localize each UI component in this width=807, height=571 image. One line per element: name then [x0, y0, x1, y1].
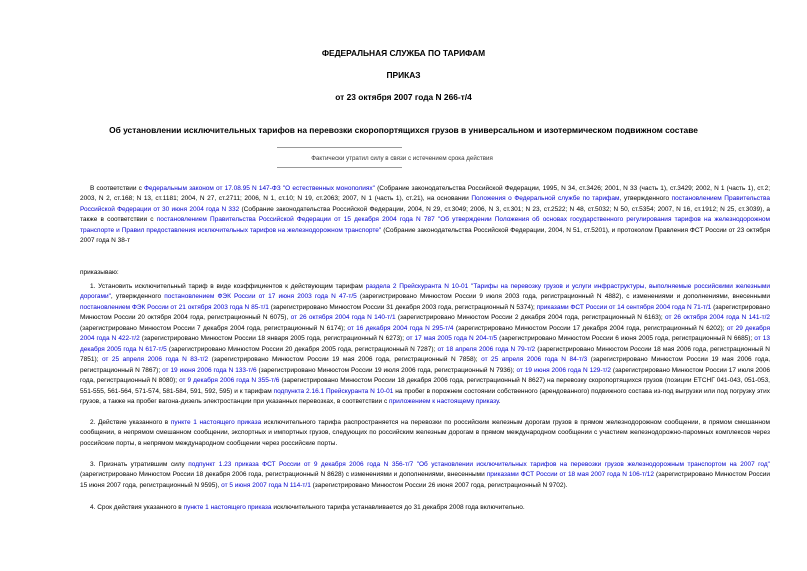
intro-text: (Собрание законодательства Российской Федерации, 2004, N 29, ст.3049; 2006, N 3, ст.301; N 23, ст.2522; N 48, ст.5032; N 50, ст.5354; 2007, N 16, ст.1912; N 25, ст.3039), а также в соответствии с — [80, 205, 770, 224]
link-fst-356[interactable]: подпункт 1.23 приказа ФСТ России от 9 декабря 2006 года N 356-т/7 "Об установлении исключительных тарифов на перевозки грузов железнодорожным транспортом на 2007 год" — [188, 461, 770, 468]
intro-text: В соответствии с — [90, 185, 144, 192]
orders-label: приказываю: — [80, 269, 119, 276]
link-fst-106[interactable]: приказами ФСТ России от 18 мая 2007 года N 106-т/12 — [486, 471, 654, 479]
link-appendix[interactable]: приложением к настоящему приказу — [389, 397, 499, 405]
item-3-paragraph — [80, 460, 770, 491]
item-text: (зарегистрировано Минюстом России 17 июля 2006 года, регистрационный N 8080); — [80, 366, 770, 385]
link-resolution-332[interactable]: постановлением Правительства Российской Федерации от 30 июня 2004 года N 332 — [80, 195, 770, 213]
intro-text: (Собрание законодательства Российской Федерации, 1995, N 34, ст.3426; 2001, N 33 (часть 1), ст.3429; 2002, N 1 (часть 1), ст.2; 2003, N 2, ст.168; N 13, ст.1181; 2004, N 27, ст.2711; 2006, N 1, ст.10; N 19, ст.2063; 2007, N 1 (часть 1), ст.21), на основании — [80, 185, 770, 203]
item-text: (зарегистрировано Минюстом России 9 июля 2003 года, регистрационный N 4882), с изменениями и дополнениями, внесенными — [356, 293, 770, 301]
link-fst-regulation[interactable]: Положения о Федеральной службе по тарифам — [471, 195, 620, 203]
item-text: (зарегистрировано Минюстом России 19 мая 2006 года, регистрационный N 7867); — [80, 356, 771, 374]
item-text: (зарегистрировано Минюстом России 6 июня 2005 года, регистрационный N 6685); — [497, 335, 755, 343]
link-fst-422[interactable]: от 29 декабря 2004 года N 422-т/2 — [80, 324, 770, 343]
item-text: исключительного тарифа устанавливается до 31 декабря 2008 года включительно. — [271, 504, 525, 511]
item-text: (зарегистрировано Минюстом России 26 июня 2007 года, регистрационный N 9702). — [310, 481, 568, 489]
link-fst-129[interactable]: от 19 июня 2006 года N 129-т/2 — [516, 366, 611, 374]
item-text: (зарегистрировано Минюстом России 20 октября 2004 года, регистрационный N 6075), — [80, 303, 770, 322]
link-item-1[interactable]: пункте 1 настоящего приказа — [170, 419, 262, 426]
link-resolution-787[interactable]: постановлением Правительства Российской Федерации от 15 декабря 2004 года N 787 "Об утверждении Положения об основах государственного регулирования тарифов на железнодорожном транспорте и Правил предоставления исключительных тарифов на железнодорожном транспорте" — [80, 216, 770, 234]
item-text: 4. Срок действия указанного в — [90, 504, 184, 511]
doc-date-number: от 23 октября 2007 года N 266-т/4 — [335, 92, 472, 102]
item-1-paragraph — [80, 282, 770, 407]
item-text: . — [498, 397, 501, 405]
item-text: исключительного тарифа распространяется на перевозки по российским железным дорогам грузов в прямом железнодорожном сообщении, в прямом смешанном сообщении, в непрямом смешанном сообщении, экспортных и импортных грузов, следующих по российским железным дорогам в прямом международном сообщении с участием железнодорожно-паромных комплексов через российские порты, в непрямом международном сообщении через российские порты. — [80, 419, 770, 447]
link-fst-83[interactable]: от 25 апреля 2006 года N 83-т/2 — [101, 356, 209, 364]
item-text: (зарегистрировано Минюстом России 31 декабря 2003 года, регистрационный N 5374); — [268, 303, 537, 311]
item-text: (зарегистрировано Минюстом России 19 мая 2006 года, регистрационный N 7858); — [208, 356, 482, 364]
item-text: (зарегистрировано Минюстом России 17 декабря 2004 года, регистрационный N 6202); — [453, 324, 727, 332]
divider-top — [277, 147, 402, 148]
link-fst-617[interactable]: от 13 декабря 2005 года N 617-т/5 — [80, 335, 770, 353]
item-text: (зарегистрировано Минюстом России 18 декабря 2006 года, регистрационный N 8627) на перевозку скоропортящихся грузов (позиции ЕТСНГ 041-043, 051-053, 551-555, 561-564, 571-574, 581-584, 591, 592, 595) и к тарифам — [80, 377, 770, 395]
link-fst-141[interactable]: от 26 октября 2004 года N 141-т/2 — [665, 314, 771, 322]
item-text: (зарегистрировано Минюстом России 2 декабря 2004 года, регистрационный N 6163); — [395, 314, 666, 322]
item-4-paragraph — [80, 503, 770, 513]
item-text: (зарегистрировано Минюстом России 18 декабря 2006 года, регистрационный N 8628) с изменениями и дополнениями, внесенными — [80, 471, 487, 479]
item-text: (зарегистрировано Минюстом России 19 июля 2006 года, регистрационный N 7936); — [256, 366, 517, 374]
link-fek-47[interactable]: постановлением ФЭК России от 17 июня 2003 года N 47-т/5 — [164, 293, 357, 301]
item-text: (зарегистрировано Минюстом России 18 января 2005 года, регистрационный N 6273); — [139, 335, 407, 343]
intro-text: , утвержденного — [619, 195, 672, 203]
link-fst-114[interactable]: от 5 июня 2007 года N 114-т/1 — [221, 481, 311, 489]
intro-paragraph — [80, 184, 770, 247]
item-text: , утвержденного — [110, 293, 165, 301]
link-fst-140[interactable]: от 26 октября 2004 года N 140-т/1 — [290, 314, 396, 322]
item-text: (зарегистрировано Минюстом России 15 июня 2007 года, регистрационный N 9595), — [80, 471, 770, 489]
link-fst-355[interactable]: от 9 декабря 2006 года N 355-т/6 — [179, 377, 280, 385]
link-fst-133[interactable]: от 19 июня 2006 года N 133-т/6 — [162, 366, 257, 374]
link-fst-204[interactable]: от 17 мая 2005 года N 204-т/5 — [406, 335, 498, 343]
item-text: (зарегистрировано Минюстом России 18 мая 2006 года, регистрационный N 7851); — [80, 345, 770, 364]
agency-name: ФЕДЕРАЛЬНАЯ СЛУЖБА ПО ТАРИФАМ — [321, 48, 486, 58]
item-text: 3. Признать утратившим силу — [90, 461, 189, 468]
item-text: (зарегистрировано Минюстом России 7 декабря 2004 года, регистрационный N 6174); — [80, 324, 348, 332]
link-fek-85[interactable]: постановлением ФЭК России от 21 октября 2003 года N 85-т/1 — [80, 303, 269, 311]
item-text: (зарегистрировано Минюстом России 20 декабря 2005 года, регистрационный N 7287); — [166, 345, 438, 353]
intro-text: (Собрание законодательства Российской Федерации, 2004, N 51, ст.5201), и протоколом Правления ФСТ России от 23 октября 2007 года N 38-т — [80, 226, 771, 245]
item-text: 2. Действие указанного в — [90, 419, 171, 426]
link-fst-84[interactable]: от 25 апреля 2006 года N 84-т/3 — [481, 356, 588, 364]
doc-title: Об установлении исключительных тарифов на перевозки скоропортящихся грузов в универсальном и изотермическом подвижном составе — [109, 125, 698, 135]
link-federal-law[interactable]: Федеральным законом от 17.08.95 N 147-ФЗ "О естественных монополиях" — [143, 185, 375, 192]
item-text: 1. Установить исключительный тариф в виде коэффициентов к действующим тарифам — [90, 283, 366, 290]
link-fst-295[interactable]: от 16 декабря 2004 года N 295-т/4 — [347, 324, 454, 332]
link-pricelist-section-2[interactable]: раздела 2 Прейскуранта N 10-01 "Тарифы на перевозку грузов и услуги инфраструктуры, выполняемые российскими железными дорогами" — [80, 283, 770, 301]
status-note: Фактически утратил силу в связи с истечением срока действия — [311, 155, 493, 162]
link-fst-79[interactable]: от 18 апреля 2006 года N 79-т/2 — [437, 345, 536, 353]
divider-bottom — [277, 167, 402, 168]
item-2-paragraph — [80, 418, 770, 449]
link-item-1[interactable]: пункте 1 настоящего приказа — [183, 504, 272, 511]
doc-type: ПРИКАЗ — [386, 70, 421, 80]
link-pricelist-2-16-1[interactable]: подпункта 2.16.1 Прейскуранта N 10-01 — [273, 387, 394, 395]
item-text: на пробег в порожнем состоянии собственного (арендованного) подвижного состава из-под выгрузки или под погрузку этих грузов, а также на пробег вагона-дизель электростанции при указанных перевозках, в соответствии с — [80, 387, 770, 405]
link-fst-71[interactable]: приказами ФСТ России от 14 сентября 2004 года N 71-т/1 — [536, 303, 712, 311]
